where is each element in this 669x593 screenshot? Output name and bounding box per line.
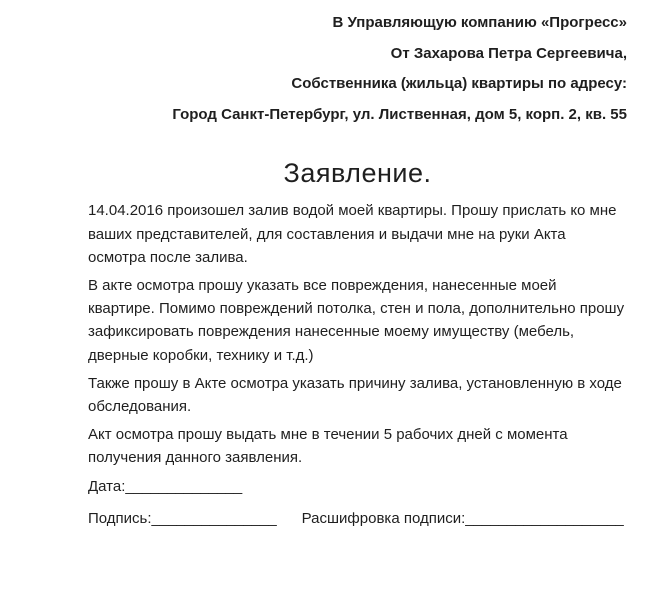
- document-header: [88, 8, 627, 130]
- signature-name-label: Расшифровка подписи:: [301, 509, 466, 527]
- signature-row: [88, 507, 627, 530]
- signature-group: [88, 510, 277, 527]
- header-address: Город Санкт-Петербург, ул. Лиственная, дом 5, корп. 2, кв. 55: [172, 105, 627, 123]
- signature-label: Подпись:: [88, 509, 152, 527]
- date-row: [88, 475, 627, 498]
- paragraph-deadline-request: Акт осмотра прошу выдать мне в течении 5 рабочих дней с момента получения данного заявления.: [88, 426, 568, 467]
- header-owner-status: Собственника (жильца) квартиры по адресу:: [291, 75, 627, 92]
- header-sender: От Захарова Петра Сергеевича,: [390, 44, 627, 62]
- paragraph-damages-request: В акте осмотра прошу указать все повреждения, нанесенные моей квартире. Помимо повреждений потолка, стен и пола, дополнительно прошу зафиксировать повреждения нанесенные моему имуществу (мебель, дверные коробки, технику и т.д.): [88, 277, 625, 364]
- date-label: Дата:: [88, 477, 126, 495]
- signature-name-blank-line: ___________________: [465, 509, 624, 527]
- document-title: Заявление.: [283, 158, 432, 188]
- date-blank-line: ______________: [125, 477, 243, 495]
- signature-name-group: [302, 510, 624, 527]
- paragraph-flood-notice: 14.04.2016 произошел залив водой моей квартиры. Прошу прислать ко мне ваших представителей, для составления и выдачи мне на руки Акта осмотра после залива.: [88, 202, 617, 266]
- paragraph-cause-request: Также прошу в Акте осмотра указать причину залива, установленную в ходе обследования.: [88, 374, 622, 416]
- header-recipient: В Управляющую компанию «Прогресс»: [332, 14, 627, 31]
- signature-blank-line: _______________: [151, 509, 277, 527]
